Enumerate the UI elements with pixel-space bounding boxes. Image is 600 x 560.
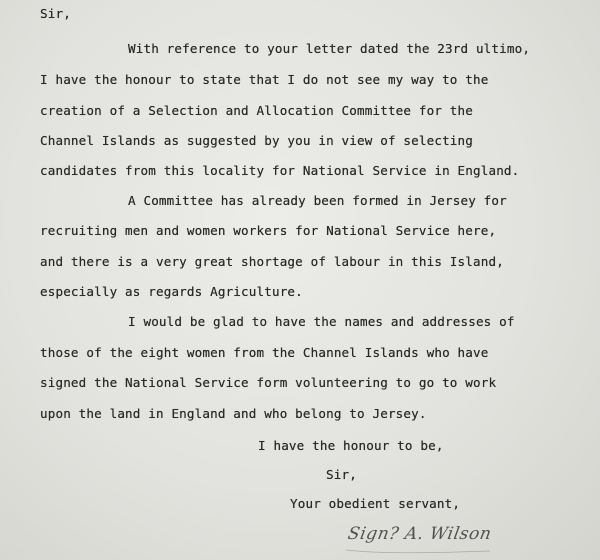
paragraph-2-line-2: recruiting men and women workers for National Service here,: [40, 223, 497, 238]
closing-servant-line: Your obedient servant,: [290, 496, 461, 511]
closing-sir-line: Sir,: [326, 467, 357, 482]
paragraph-2-line-4: especially as regards Agriculture.: [40, 284, 303, 299]
paragraph-3-line-4: upon the land in England and who belong to Jersey.: [40, 406, 427, 421]
paragraph-1-line-5: candidates from this locality for National Service in England.: [40, 163, 520, 178]
paragraph-1-line-3: creation of a Selection and Allocation Committee for the: [40, 103, 473, 118]
paragraph-1-line-1: With reference to your letter dated the 23rd ultimo,: [128, 41, 531, 56]
paragraph-2-line-3: and there is a very great shortage of labour in this Island,: [40, 254, 504, 269]
paragraph-3-line-3: signed the National Service form volunteering to go to work: [40, 375, 497, 390]
paragraph-3-line-1: I would be glad to have the names and addresses of: [128, 314, 515, 329]
handwritten-signature: [340, 520, 540, 556]
paragraph-1-line-2: I have the honour to state that I do not see my way to the: [40, 72, 489, 87]
signature-text: Sign? A. Wilson: [346, 524, 494, 544]
paragraph-2-line-1: A Committee has already been formed in Jersey for: [128, 193, 507, 208]
paragraph-3-line-2: those of the eight women from the Channel Islands who have: [40, 345, 489, 360]
salutation: Sir,: [40, 6, 71, 21]
closing-honour-line: I have the honour to be,: [258, 438, 444, 453]
paragraph-1-line-4: Channel Islands as suggested by you in view of selecting: [40, 133, 473, 148]
